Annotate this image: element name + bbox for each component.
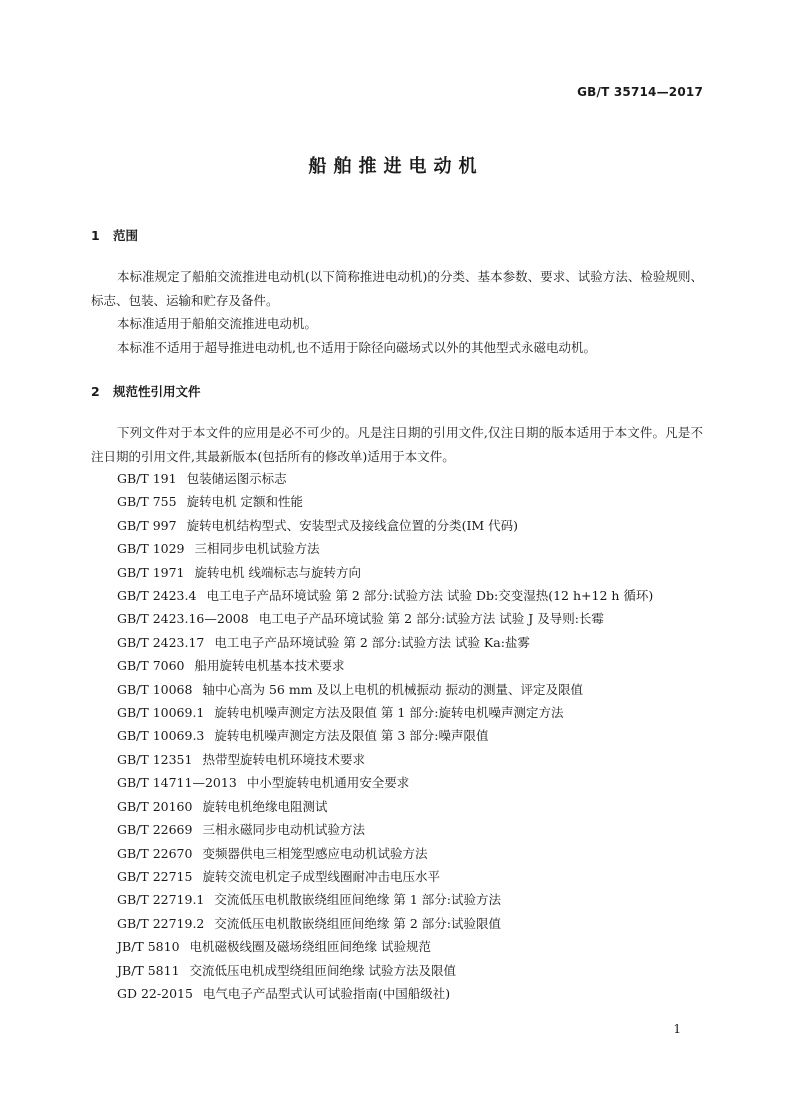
reference-title: 电机磁极线圈及磁场绕组匝间绝缘 试验规范 (189, 939, 432, 955)
reference-title: 交流低压电机散嵌绕组匝间绝缘 第 2 部分:试验限值 (214, 915, 501, 931)
reference-title: 中小型旋转电机通用安全要求 (246, 775, 410, 791)
reference-item (91, 842, 703, 865)
reference-code: GB/T 10069.3 (117, 728, 205, 744)
reference-title: 旋转电机结构型式、安装型式及接线盒位置的分类(IM 代码) (186, 517, 519, 533)
reference-code: GB/T 14711—2013 (117, 775, 237, 791)
reference-title: 旋转电机 定额和性能 (186, 494, 304, 510)
reference-code: GB/T 20160 (117, 798, 193, 814)
reference-title: 三相同步电机试验方法 (194, 541, 320, 557)
reference-title: 电工电子产品环境试验 第 2 部分:试验方法 试验 Db:交变湿热(12 h+12 h 循环) (206, 588, 654, 604)
section-number: 2 (91, 384, 100, 399)
reference-code: GB/T 10068 (117, 681, 193, 697)
reference-item (91, 959, 703, 982)
reference-item (91, 561, 703, 584)
reference-item (91, 748, 703, 771)
reference-code: GB/T 2423.17 (117, 634, 205, 650)
reference-item (91, 514, 703, 537)
reference-code: GB/T 191 (117, 471, 177, 486)
reference-item (91, 771, 703, 794)
reference-title: 交流低压电机成型绕组匝间绝缘 试验方法及限值 (189, 962, 457, 978)
reference-item (91, 537, 703, 560)
reference-item (91, 865, 703, 888)
section-number: 1 (91, 228, 100, 243)
reference-code: GB/T 22719.2 (117, 915, 205, 931)
reference-item (91, 584, 703, 607)
reference-title: 旋转电机 线端标志与旋转方向 (194, 564, 361, 580)
reference-item (91, 912, 703, 935)
reference-code: GB/T 2423.16—2008 (117, 611, 249, 627)
reference-code: GB/T 755 (117, 494, 177, 510)
reference-code: GB/T 10069.1 (117, 705, 205, 721)
reference-title: 电工电子产品环境试验 第 2 部分:试验方法 试验 J 及导则:长霉 (258, 611, 604, 627)
reference-code: GB/T 22715 (117, 868, 193, 884)
reference-code: GB/T 7060 (117, 658, 185, 674)
reference-item (91, 818, 703, 841)
reference-title: 电气电子产品型式认可试验指南(中国船级社) (202, 985, 451, 1001)
reference-item (91, 701, 703, 724)
reference-item (91, 982, 703, 1005)
reference-code: GB/T 22719.1 (117, 892, 205, 908)
reference-item (91, 678, 703, 701)
reference-item (91, 654, 703, 677)
reference-code: GB/T 1971 (117, 564, 185, 580)
reference-title: 电工电子产品环境试验 第 2 部分:试验方法 试验 Ka:盐雾 (214, 634, 530, 650)
reference-list (91, 467, 703, 1005)
section-title: 范围 (113, 228, 139, 243)
standard-number: GB/T 35714—2017 (577, 85, 703, 99)
paragraph: 本标准规定了船舶交流推进电动机(以下简称推进电动机)的分类、基本参数、要求、试验方法、检验规则、标志、包装、运输和贮存及备件。 (91, 269, 703, 308)
reference-code: GB/T 22669 (117, 822, 193, 838)
paragraph: 下列文件对于本文件的应用是必不可少的。凡是注日期的引用文件,仅注日期的版本适用于本文件。凡是不注日期的引用文件,其最新版本(包括所有的修改单)适用于本文件。 (91, 425, 703, 464)
reference-title: 旋转电机噪声测定方法及限值 第 3 部分:噪声限值 (214, 728, 489, 744)
section-2-intro (91, 421, 703, 468)
reference-code: GB/T 22670 (117, 845, 193, 861)
reference-code: JB/T 5810 (117, 939, 180, 955)
reference-item (91, 888, 703, 911)
reference-item (91, 795, 703, 818)
reference-title: 热带型旋转电机环境技术要求 (202, 751, 365, 767)
reference-item (91, 631, 703, 654)
reference-code: GD 22-2015 (117, 985, 193, 1001)
reference-title: 轴中心高为 56 mm 及以上电机的机械振动 振动的测量、评定及限值 (202, 681, 583, 697)
reference-title: 包装储运图示标志 (186, 471, 287, 486)
reference-code: JB/T 5811 (117, 962, 180, 978)
section-1-body (91, 265, 703, 359)
reference-code: GB/T 1029 (117, 541, 185, 557)
reference-title: 旋转电机噪声测定方法及限值 第 1 部分:旋转电机噪声测定方法 (214, 705, 564, 721)
section-title: 规范性引用文件 (113, 384, 201, 399)
reference-code: GB/T 997 (117, 517, 177, 533)
section-2-heading (91, 382, 201, 400)
document-title: 船舶推进电动机 (308, 156, 484, 177)
reference-code: GB/T 2423.4 (117, 588, 197, 604)
reference-title: 三相永磁同步电动机试验方法 (202, 822, 365, 838)
paragraph: 本标准不适用于超导推进电动机,也不适用于除径向磁场式以外的其他型式永磁电动机。 (117, 339, 596, 355)
reference-code: GB/T 12351 (117, 751, 193, 767)
reference-item (91, 935, 703, 958)
reference-title: 旋转交流电机定子成型线圈耐冲击电压水平 (202, 868, 440, 884)
reference-title: 变频器供电三相笼型感应电动机试验方法 (202, 845, 428, 861)
reference-title: 旋转电机绝缘电阻测试 (202, 798, 328, 814)
section-1-heading (91, 226, 138, 244)
reference-item (91, 607, 703, 630)
reference-item (91, 490, 703, 513)
page-number: 1 (673, 1022, 681, 1036)
reference-title: 交流低压电机散嵌绕组匝间绝缘 第 1 部分:试验方法 (214, 892, 501, 908)
reference-title: 船用旋转电机基本技术要求 (194, 658, 345, 674)
reference-item (91, 724, 703, 747)
reference-item (91, 467, 703, 490)
paragraph: 本标准适用于船舶交流推进电动机。 (117, 316, 318, 331)
